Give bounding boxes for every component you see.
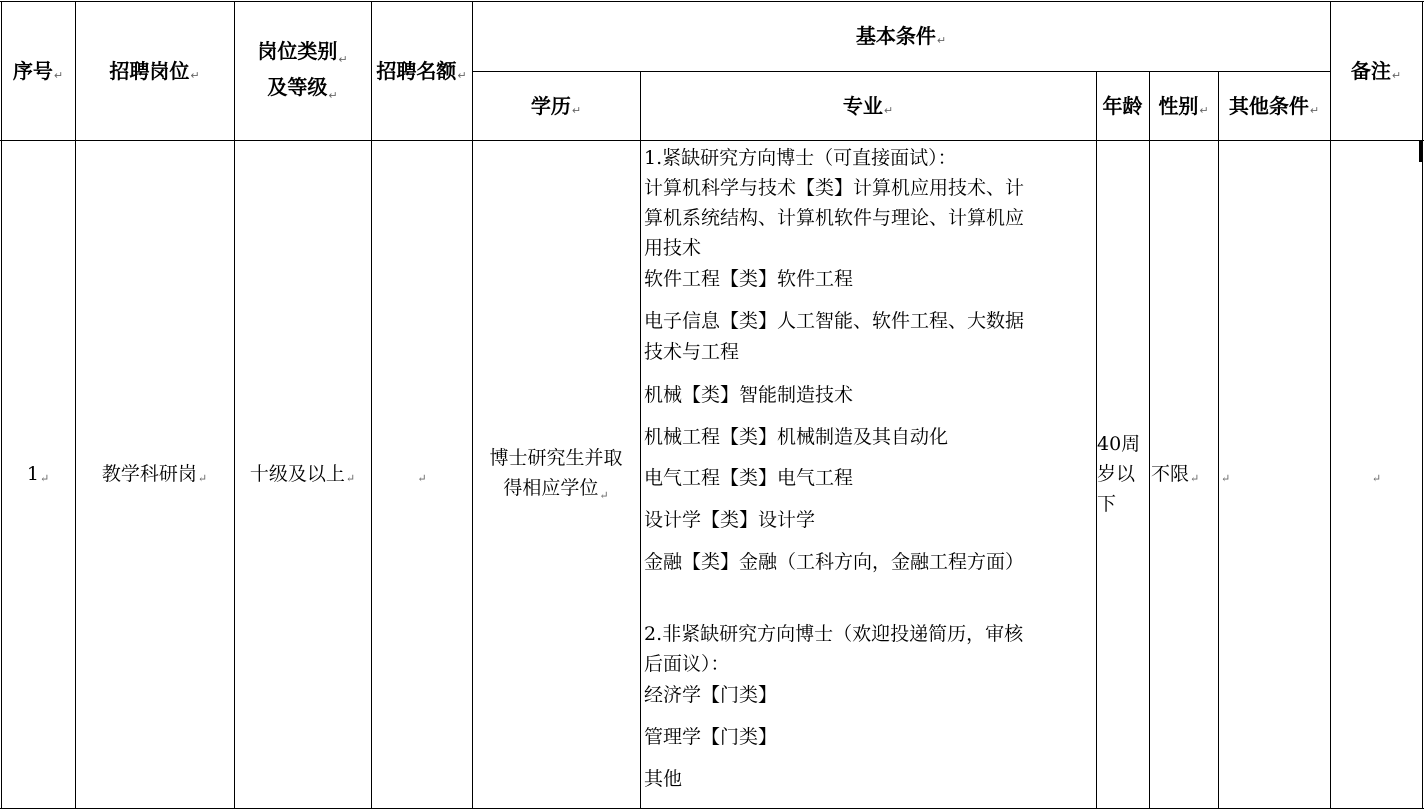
para-mark-icon: ↵ (328, 88, 338, 102)
major-line: 软件工程【类】软件工程 (644, 268, 854, 290)
para-mark-icon: ↵ (1190, 472, 1200, 485)
header-major-label: 专业 (842, 93, 883, 118)
major-line: 电气工程【类】电气工程 (644, 467, 854, 489)
para-mark-icon: ↵ (345, 472, 356, 485)
header-other (1218, 71, 1330, 140)
header-quota-label: 招聘名额 (376, 58, 457, 83)
para-mark-icon: ↵ (599, 488, 609, 502)
header-basic-conditions (472, 1, 1330, 71)
major-line: 电子信息【类】人工智能、软件工程、大数据 (644, 310, 1025, 332)
para-mark-icon: ↵ (571, 103, 582, 117)
major-line: 经济学【门类】 (644, 684, 778, 706)
header-age (1096, 71, 1149, 140)
col-line-10 (1422, 1, 1423, 809)
header-position-label: 招聘岗位 (109, 58, 190, 83)
row-age-line-3: 下 (1097, 493, 1117, 515)
para-mark-icon: ↵ (338, 52, 348, 66)
major-line: 1.紧缺研究方向博士（可直接面试）： (644, 147, 957, 169)
major-line: 管理学【门类】 (644, 726, 778, 748)
para-mark-icon: ↵ (190, 68, 200, 82)
row-seq-value: 1 (26, 463, 39, 485)
row-age-line-1: 40周 (1097, 433, 1141, 455)
header-category-label-1: 岗位类别 (257, 38, 338, 63)
header-age-label: 年龄 (1102, 93, 1143, 118)
para-mark-icon: ↵ (417, 472, 427, 485)
major-line: 其他 (644, 768, 683, 790)
para-mark-icon: ↵ (1221, 472, 1231, 485)
header-quota (371, 1, 472, 140)
header-remarks (1330, 1, 1422, 140)
header-education (472, 71, 640, 140)
header-major (640, 71, 1096, 140)
major-line: 用技术 (644, 237, 702, 259)
para-mark-icon: ↵ (1199, 103, 1209, 117)
header-seq-label: 序号 (12, 58, 53, 83)
header-gender-label: 性别 (1158, 93, 1199, 118)
major-line: 机械工程【类】机械制造及其自动化 (644, 426, 949, 448)
major-line: 算机系统结构、计算机软件与理论、计算机应 (644, 207, 1025, 229)
row-education-line-2: 得相应学位 (503, 476, 599, 499)
header-gender (1149, 71, 1218, 140)
header-category (234, 1, 371, 140)
header-basic-conditions-label: 基本条件 (855, 24, 936, 48)
para-mark-icon: ↵ (197, 472, 208, 485)
major-line: 技术与工程 (644, 341, 740, 363)
para-mark-icon: ↵ (1309, 103, 1320, 117)
major-line: 金融【类】金融（工科方向，金融工程方面） (644, 551, 1025, 573)
para-mark-icon: ↵ (457, 68, 467, 82)
table-border-bottom (0, 808, 1424, 809)
para-mark-icon: ↵ (883, 103, 894, 117)
row-position-value: 教学科研岗 (101, 463, 197, 485)
para-mark-icon: ↵ (39, 472, 50, 485)
row-category-value: 十级及以上 (249, 463, 345, 485)
major-line: 后面议）： (644, 653, 730, 675)
row-age (1096, 140, 1149, 808)
row-position (75, 140, 234, 808)
col-line-5 (640, 71, 641, 809)
header-seq (1, 1, 75, 140)
row-quota (371, 140, 472, 808)
row-remarks (1330, 140, 1422, 808)
para-mark-icon: ↵ (936, 34, 947, 47)
row-gender (1149, 140, 1218, 808)
row-gender-value: 不限 (1151, 463, 1190, 485)
major-line: 机械【类】智能制造技术 (644, 384, 854, 406)
major-line: 2.非紧缺研究方向博士（欢迎投递简历，审核 (644, 623, 1024, 645)
header-education-label: 学历 (530, 93, 571, 118)
header-position (75, 1, 234, 140)
row-seq (1, 140, 75, 808)
row-age-line-2: 岁以 (1097, 463, 1136, 485)
header-category-label-2: 及等级 (267, 74, 328, 99)
para-mark-icon: ↵ (53, 68, 64, 82)
row-category (234, 140, 371, 808)
major-line: 设计学【类】设计学 (644, 509, 816, 531)
row-education (472, 140, 640, 808)
major-line: 计算机科学与技术【类】计算机应用技术、计 (644, 177, 1025, 199)
header-remarks-label: 备注 (1350, 58, 1391, 83)
header-other-label: 其他条件 (1228, 93, 1309, 118)
row-other (1218, 140, 1330, 808)
para-mark-icon: ↵ (1371, 472, 1382, 485)
row-education-line-1: 博士研究生并取 (489, 446, 623, 469)
para-mark-icon: ↵ (1391, 68, 1402, 82)
